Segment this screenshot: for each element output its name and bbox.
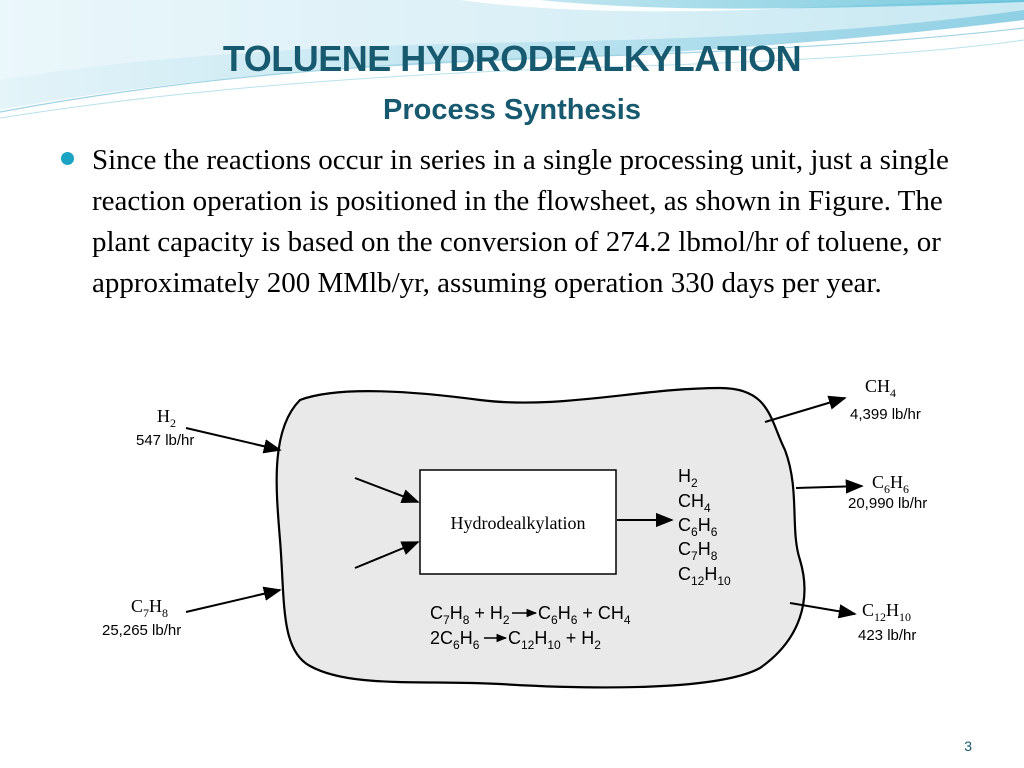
svg-text:C6H6 + CH4: $C_6H_6 + CH_4$ (538, 603, 631, 627)
toluene-feed-species: $C_7H_8$ (131, 596, 169, 620)
c6h6-product-arrow (796, 486, 862, 488)
toluene-feed-arrow (186, 590, 280, 612)
svg-text:2C6H6: $2C_6H_6$ (430, 628, 480, 652)
effluent-c6h6: $C_6H_6$ (678, 515, 718, 539)
reactor-unit-label: Hydrodealkylation (450, 513, 586, 533)
effluent-ch4: $CH_4$ (678, 491, 711, 515)
svg-text:C7H8 + H2: $C_7H_8 + H_2$ (430, 603, 510, 627)
toluene-feed-rate: 25,265 lb/hr (102, 622, 182, 639)
effluent-h2: $H_2$ (678, 466, 698, 490)
slide-title: TOLUENE HYDRODEALKYLATION (222, 38, 802, 79)
c6h6-product-rate: 20,990 lb/hr (848, 495, 928, 512)
page-number: 3 (964, 738, 972, 754)
effluent-c7h8: $C_7H_8$ (678, 539, 718, 563)
c12h10-product-species: $C_{12}H_{10}$ (862, 600, 912, 624)
c6h6-product-species: $C_6H_6$ (872, 472, 910, 496)
slide-subtitle: Process Synthesis (383, 94, 641, 126)
ch4-product-arrow (765, 398, 845, 422)
h2-feed-species: $H_2$ (157, 406, 176, 430)
bullet-text: Since the reactions occur in series in a single processing unit, just a single reaction operation is positioned in the flowsheet, as shown in Figure. The plant capacity is based on the conversion of 274.2 lbmol/hr of toluene, or approximately 200 MMlb/yr, assuming operation 330 days per year. (92, 144, 949, 299)
h2-feed-rate: 547 lb/hr (136, 432, 195, 449)
ch4-product-rate: 4,399 lb/hr (850, 406, 921, 423)
effluent-c12h10: $C_{12}H_{10}$ (678, 564, 731, 588)
svg-text:C12H10 + H2: $C_{12}H_{10} + H_2$ (508, 628, 601, 652)
ch4-product-species: $CH_4$ (865, 376, 897, 400)
c12h10-product-rate: 423 lb/hr (858, 627, 917, 644)
h2-feed-arrow (186, 428, 280, 450)
